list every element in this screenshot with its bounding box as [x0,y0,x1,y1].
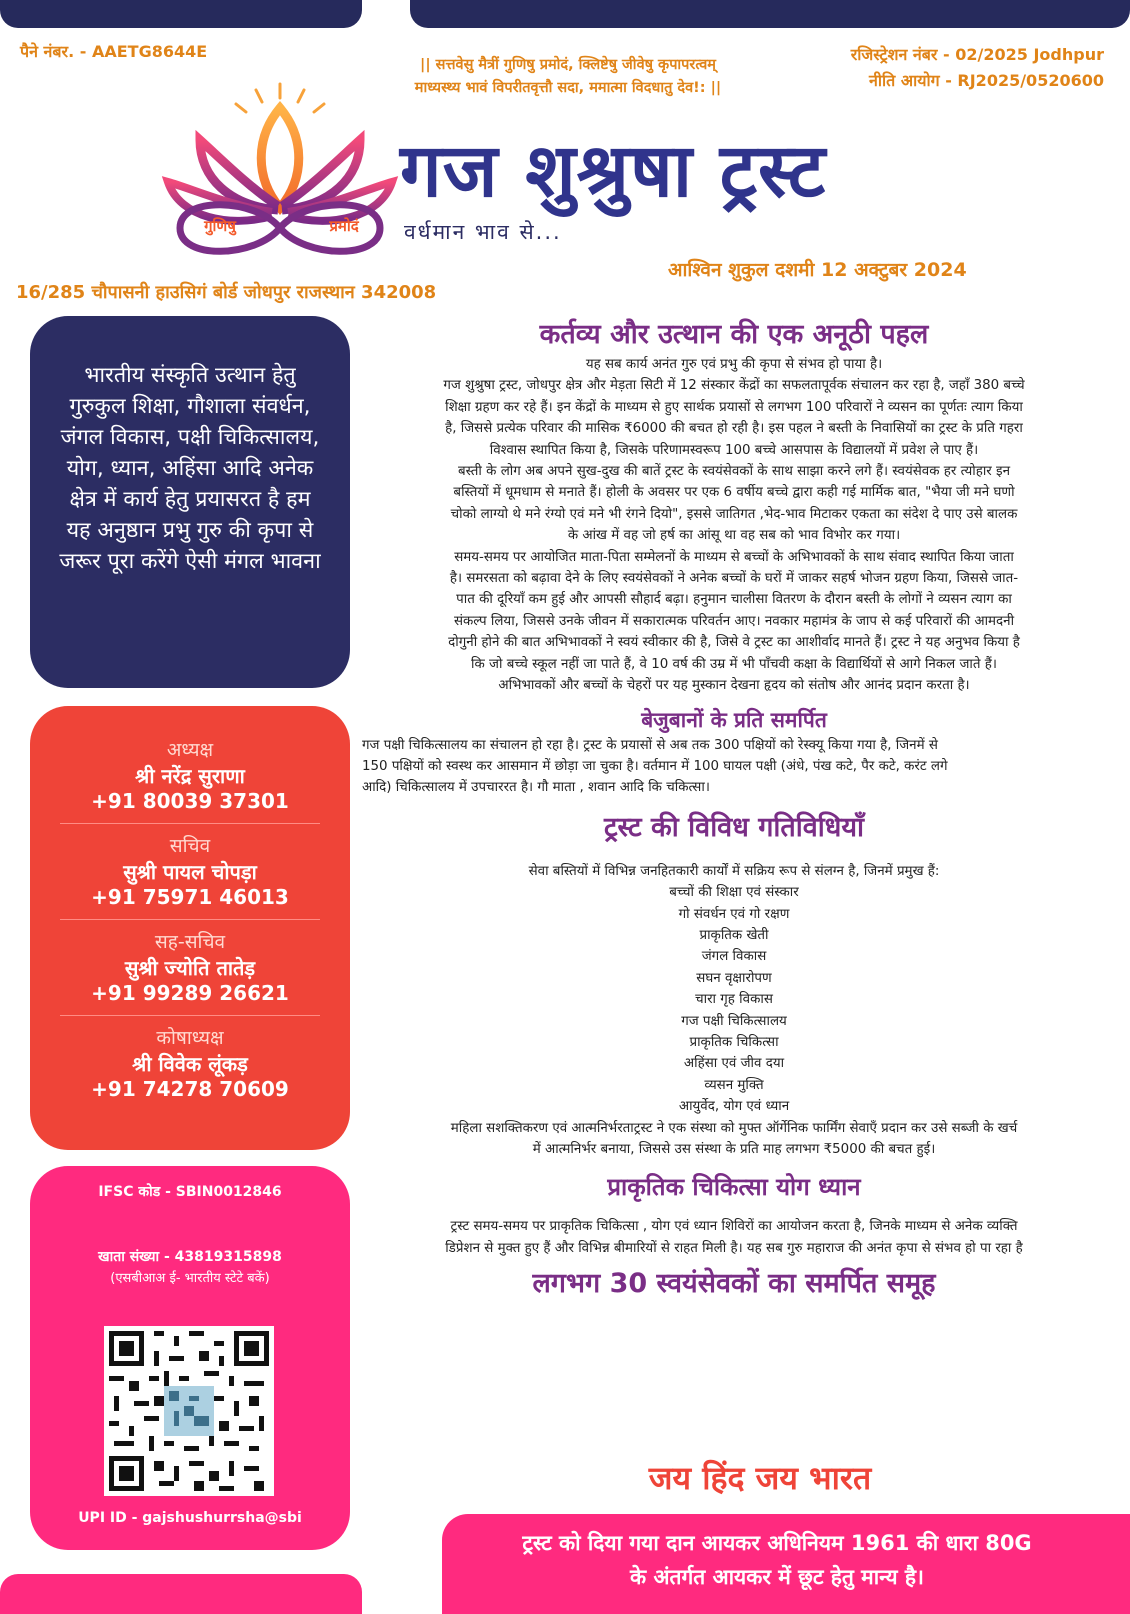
text-line: समय-समय पर आयोजित माता-पिता सम्मेलनों के माध्यम से बच्चों के अभिभावकों के साथ संवाद स्थापित किया जाता [454,549,1014,565]
pan-number: पैने नंबर. - AAETG8644E [20,42,208,61]
text-line: बस्तियों में धूमधाम से मनाते हैं। होली के अवसर पर एक 6 वर्षीय बच्चे द्वारा कही गई मार्मिक बात, "भैया जी मने घणो [453,485,1015,501]
activities-list [362,882,1106,1117]
activity-item: सघन वृक्षारोपण [696,970,772,986]
section-body-duty [362,354,1106,697]
section-body-voiceless [362,735,1106,799]
mission-card [30,316,350,688]
official-president [30,728,350,823]
logo-left-word: गुणिषु [204,217,236,235]
upi-id[interactable]: UPI ID - gajshushurrsha@sbi [78,1510,302,1526]
official-secretary [30,824,350,919]
text-line: विश्वास स्थापित किया है, जिसके परिणामस्वरूप 100 बच्चे आसपास के विद्यालयों में प्रवेश ले पाए हैं। [489,442,979,458]
text-line: 150 पक्षियों को स्वस्थ कर आसमान में छोड़ा जा चुका है। वर्तमान में 100 घायल पक्षी (अंधे, पंख कटे, पैर कटे, करंट लगे [362,758,948,774]
official-role: कोषाध्यक्ष [156,1027,224,1049]
official-name: सुश्री पायल चोपड़ा [123,860,257,884]
official-role: सह-सचिव [154,931,226,953]
tax-exemption-banner [442,1514,1130,1614]
logo-right-word: प्रमोदं [329,217,359,235]
bank-name: (एसबीआअ ई- भारतीय स्टेटे बकें) [110,1271,270,1286]
trust-title: गज शुश्रुषा ट्रस्ट [400,128,827,214]
text-line: गज शुश्रुषा ट्रस्ट, जोधपुर क्षेत्र और मेड़ता सिटी में 12 संस्कार केंद्रों का सफलतापूर्वक संचालन कर रहा है, जहाँ 380 बच्चे [443,378,1025,394]
main-content [362,316,1106,1303]
official-joint-secretary [30,920,350,1015]
section-heading-duty: कर्तव्य और उत्थान की एक अनूठी पहल [539,319,929,350]
text-line: शिक्षा ग्रहण कर रहे हैं। इन केंद्रों के माध्यम से हुए सार्थक प्रयासों से लगभग 100 परिवारों ने व्यसन का पूर्णतः त्याग किया [445,399,1023,415]
text-line: महिला सशक्तिकरण एवं आत्मनिर्भरताट्रस्ट ने एक संस्था को मुफ्त ऑर्गेनिक फार्मिंग सेवाएँ प्रदान कर उसे सब्जी के खर्च [450,1120,1018,1136]
qr-code-icon [104,1326,274,1496]
text-line: यह सब कार्य अनंत गुरु एवं प्रभु की कृपा से संभव हो पाया है। [585,357,883,372]
tagline: वर्धमान भाव से... [404,220,562,244]
activity-item: आयुर्वेद, योग एवं ध्यान [678,1099,790,1115]
address: 16/285 चौपासनी हाउसिगं बोर्ड जोधपुर राजस्थान 342008 [16,282,437,303]
text-line: आदि) चिकित्सालय में उपचाररत है। गौ माता , शवान आदि कि चकित्सा। [362,780,710,796]
text-line: अभिभावकों और बच्चों के चेहरों पर यह मुस्कान देखना हृदय को संतोष और आनंद प्रदान करता है। [498,678,970,694]
tax-line-1: ट्रस्ट को दिया गया दान आयकर अधिनियम 1961 की धारा 80G [522,1531,1032,1555]
text-line: चोको लाग्यो थे मने रंग्यो एवं मने भी रंगने दियो", इससे जातिगत ,भेद-भाव मिटाकर एकता का संदेश दे पाए उसे बालक [450,506,1018,522]
official-phone: +91 99289 26621 [91,981,289,1005]
official-treasurer [30,1016,350,1111]
tax-line-2: के अंतर्गत आयकर में छूट हेतु मान्य है। [630,1565,924,1589]
activity-item: गज पक्षी चिकित्सालय [681,1013,787,1029]
official-role: सचिव [169,835,211,857]
official-phone: +91 74278 70609 [91,1077,289,1101]
text-line: पात की दूरियाँ कम हुई और आपसी सौहार्द बढ़ा। हनुमान चालीसा वितरण के दौरान बस्ती के लोगों ने व्यसन त्याग का [456,592,1012,608]
shloka-line-2: माध्यस्थ्य भावं विपरीतवृत्तौ सदा, ममात्मा विदधातु देव!: || [414,80,722,96]
activity-item: अहिंसा एवं जीव दया [683,1056,785,1072]
text-line: बस्ती के लोग अब अपने सुख-दुख की बातें ट्रस्ट के स्वयंसेवकों के साथ साझा करने लगे हैं। स्वयंसेवक हर त्योहार इन [457,464,1011,480]
section-heading-activities: ट्रस्ट की विविध गतिविधियाँ [603,811,865,843]
issue-date: आश्विन शुकुल दशमी 12 अक्टुबर 2024 [668,259,967,281]
official-phone: +91 80039 37301 [91,789,289,813]
bank-card [30,1166,350,1550]
niti-aayog-number: नीति आयोग - RJ2025/0520600 [868,71,1104,90]
section-body-naturopathy [362,1216,1106,1259]
section-heading-voiceless: बेजुबानों के प्रति समर्पित [641,707,827,732]
qr-code[interactable] [104,1326,274,1496]
top-bar-right [410,0,1130,28]
lotus-logo-icon [160,78,400,268]
text-line: गज पक्षी चिकित्सालय का संचालन हो रहा है। ट्रस्ट के प्रयासों से अब तक 300 पक्षियों को रेस्क्यू किया गया है, जिनमें से [362,737,938,753]
top-bar-left [0,0,362,28]
bottom-bar-left [0,1574,362,1614]
text-line: के आंख में वह जो हर्ष का आंसू था वह सब को भाव विभोर कर गया। [567,528,901,544]
shloka [358,54,778,100]
section-heading-naturopathy: प्राकृतिक चिकित्सा योग ध्यान [607,1173,861,1202]
activities-closing [362,1118,1106,1161]
registration-info [851,42,1104,94]
text-line: है, जिससे प्रत्येक परिवार की मासिक ₹6000 की बचत हो रही है। इस पहल ने बस्ती के निवासियों का ट्रस्ट के प्रति गहरा [445,421,1023,437]
official-phone: +91 75971 46013 [91,885,289,909]
officials-card [30,706,350,1150]
activity-item: गो संवर्धन एवं गो रक्षण [678,906,790,922]
activity-item: चारा गृह विकास [695,992,773,1008]
shloka-line-1: || सत्तवेसु मैत्रीं गुणिषु प्रमोदं, क्लिष्टेषु जीवेषु कृपापरत्वम् [420,57,716,73]
text-line: डिप्रेशन से मुक्त हुए हैं और विभिन्न बीमारियों से राहत मिली है। यह सब गुरु महाराज की अनंत कृपा से संभव हो पा रहा है [445,1240,1023,1256]
text-line: संकल्प लिया, जिससे उनके जीवन में सकारात्मक परिवर्तन आए। नवकार महामंत्र के जाप से कई परिवारों की आमदनी [453,613,1015,629]
text-line: ट्रस्ट समय-समय पर प्राकृतिक चिकित्सा , योग एवं ध्यान शिविरों का आयोजन करता है, जिनके माध्यम से अनेक व्यक्ति [450,1219,1018,1235]
volunteers-banner: लगभग 30 स्वयंसेवकों का समर्पित समूह [532,1268,936,1300]
text-line: दोगुनी होने की बात अभिभावकों ने स्वयं स्वीकार की है, जिसे वे ट्रस्ट का आशीर्वाद मानते हैं। ट्रस्ट ने यह अनुभव किया है [448,635,1020,651]
ifsc-code: IFSC कोड - SBIN0012846 [98,1184,282,1200]
text-line: में आत्मनिर्भर बनाया, जिससे उस संस्था के प्रति माह लगभग ₹5000 की बचत हुई। [532,1142,936,1157]
official-name: श्री विवेक लूंकड़ [132,1052,248,1076]
mission-text: भारतीय संस्कृति उत्थान हेतु गुरुकुल शिक्षा, गौशाला संवर्धन, जंगल विकास, पक्षी चिकित्सालय, योग, ध्यान, अहिंसा आदि अनेक क्षेत्र में कार्य हेतु प्रयासरत है हम यह अनुष्ठान प्रभु गुरु की कृपा से जरूर पूरा करेंगे ऐसी मंगल भावना [59,363,321,574]
activities-intro: सेवा बस्तियों में विभिन्न जनहितकारी कार्यों में सक्रिय रूप से संलग्न है, जिनमें प्रमुख हैं: [528,863,940,879]
text-line: कि जो बच्चे स्कूल नहीं जा पाते हैं, वे 10 वर्ष की उम्र में भी पाँचवी कक्षा के विद्यार्थियों से आगे निकल जाते हैं। [471,656,997,672]
activity-item: जंगल विकास [701,949,767,965]
official-name: श्री नरेंद्र सुराणा [135,764,245,788]
official-name: सुश्री ज्योति तातेड़ [124,956,256,980]
text-line: है। समरसता को बढ़ावा देने के लिए स्वयंसेवकों ने अनेक बच्चों के घरों में जाकर सहर्ष भोजन ग्रहण किया, जिससे जात- [449,571,1019,587]
official-role: अध्यक्ष [166,739,214,761]
slogan: जय हिंद जय भारत [648,1459,872,1497]
activity-item: प्राकृतिक खेती [699,927,769,943]
account-number: खाता संख्या - 43819315898 [98,1249,282,1265]
activity-item: प्राकृतिक चिकित्सा [689,1034,779,1050]
activity-item: बच्चों की शिक्षा एवं संस्कार [669,885,799,901]
registration-number: रजिस्ट्रेशन नंबर - 02/2025 Jodhpur [850,45,1104,64]
activity-item: व्यसन मुक्ति [704,1077,764,1093]
